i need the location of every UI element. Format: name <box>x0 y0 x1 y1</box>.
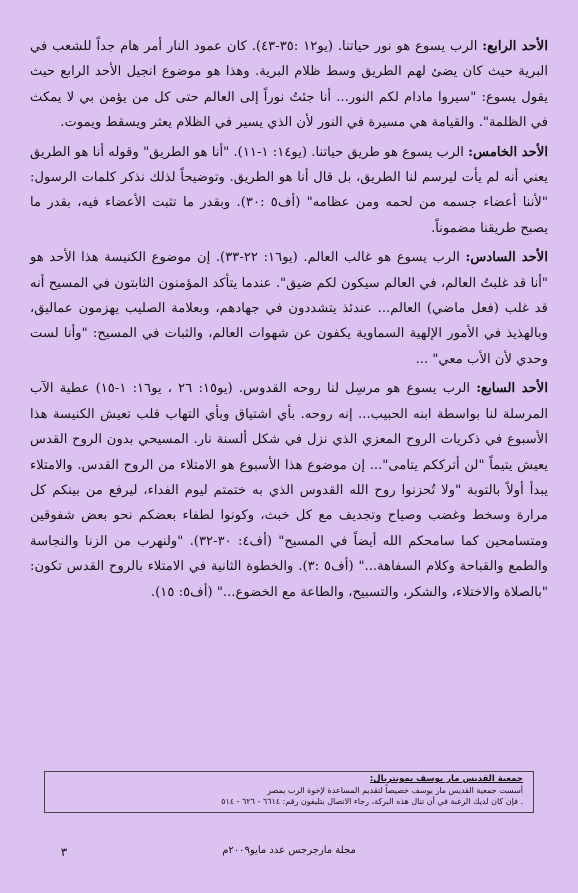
paragraph-heading: الأحد السابع: <box>476 381 548 397</box>
paragraph-fifth-sunday <box>30 140 548 242</box>
paragraph-text: الرب يسوع هو غالب العالم. (يو١٦: ٢٢-٣٣). إن موضوع الكنيسة هذا الأحد هو "أنا قد غلبتُ العالم، في العالم سيكون لكم ضيق". عندما يتأكد المؤمنون الثابتون في المسيح أنه قد غلب (فعل ماضي) العالم... عندئذ يتشددون في جهادهم، وبعلامة الصليب يهزمون عماليق، وبالهذيذ في الأمور الإلهية السماوية يكفون عن شهوات العالم، والثبات في المسيح: "وأنا لست وحدي لأن الأب معي" ... <box>30 250 548 367</box>
paragraph-seventh-sunday <box>30 376 548 605</box>
paragraph-fourth-sunday <box>30 34 548 136</box>
journal-issue-label: مجلة مارجرجس عدد مايو٢٠٠٩م <box>222 845 356 856</box>
article-body <box>30 34 548 605</box>
paragraph-text: الرب يسوع هو مرسِل لنا روحه القدوس. (يو١٥: ٢٦ ، يو١٦: ١-١٥) عطية الآب المرسلة لنا بواسطة ابنه الحبيب... إنه روحه. بأي اشتياق وبأي التهاب قلب تعيش الكنيسة هذا الأسبوع في ذكريات الروح المعزي الذي نزل في شكل ألسنة نار. المسيحي بدون الروح القدس يعيش يتيماً "لن أترككم يتامى"... إن موضوع هذا الأسبوع هو الامتلاء من الروح القدس. والامتلاء يبدأ أولاً بالتوبة "ولا تُحزنوا روح الله القدوس الذي به ختمتم ليوم الفداء، ليرفع من بينكم كل مرارة وسخط وغضب وصياح وتجديف مع كل خبث، وكونوا لطفاء بعضكم نحو بعض شفوقين ومتسامحين كما سامحكم الله أيضاً في المسيح" (أف٤: ٣٠-٣٢). "ولنهرب من الزنا والنجاسة والطمع والقباحة وكلام السفاهة..." (أف٥ :٣). والخطوة الثانية في الامتلاء بالروح القدس تكون: "بالصلاة والاختلاء، والشكر، والتسبيح، والطاعة مع الخضوع..." (أف٥: ١٥). <box>30 381 548 600</box>
paragraph-heading: الأحد السادس: <box>465 250 548 266</box>
association-notice-box <box>44 771 534 813</box>
page-number: ٣ <box>60 845 68 859</box>
notice-title: جمعية القديس مار يوسف بمونتريال: <box>369 774 523 784</box>
paragraph-sixth-sunday <box>30 245 548 372</box>
paragraph-heading: الأحد الرابع: <box>482 39 548 54</box>
notice-contact-line: . فإن كان لديك الرغبة في أن تنال هذه البركة، رجاء الاتصال بتليفون رقم: ٦٦١٤ - ٦٢٦ - ٥١٤ <box>221 797 523 806</box>
paragraph-text: الرب يسوع هو طريق حياتنا. (يو١٤: ١-١١). "أنا هو الطريق" وقوله أنا هو الطريق يعني أنه لم يأت ليرسم لنا الطريق، بل قال أنا هو الطريق. وتوضيحاً لذلك نذكر كلمات الرسول: "لأننا أعضاء جسمه من لحمه ومن عظامه" (أف٥ :٣٠). وبقدر ما تثبت الأعضاء فيه، بقدر ما يصبح طريقنا مضموناً. <box>30 144 548 236</box>
notice-line: أسست جمعية القديس مار يوسف خصيصاً لتقديم المساعدة لإخوة الرب بمصر <box>267 786 523 795</box>
paragraph-heading: الأحد الخامس: <box>468 144 549 160</box>
paragraph-text: الرب يسوع هو نور حياتنا. (يو١٢ :٣٥-٤٣). كان عمود النار أمر هام جداً للشعب في البرية حيث كان يضئ لهم الطريق وسط ظلام البرية. وهذا هو موضوع انجيل الأحد الرابع حيث يقول يسوع: "سيروا مادام لكم النور... أنا جئتُ نوراً إلى العالم حتى كل من يؤمن بي لا يمكث في الظلمة". والقيامة هي مسيرة في النور لأن الذي يسير في الظلام يعثر ويسقط ويموت. <box>30 39 548 131</box>
